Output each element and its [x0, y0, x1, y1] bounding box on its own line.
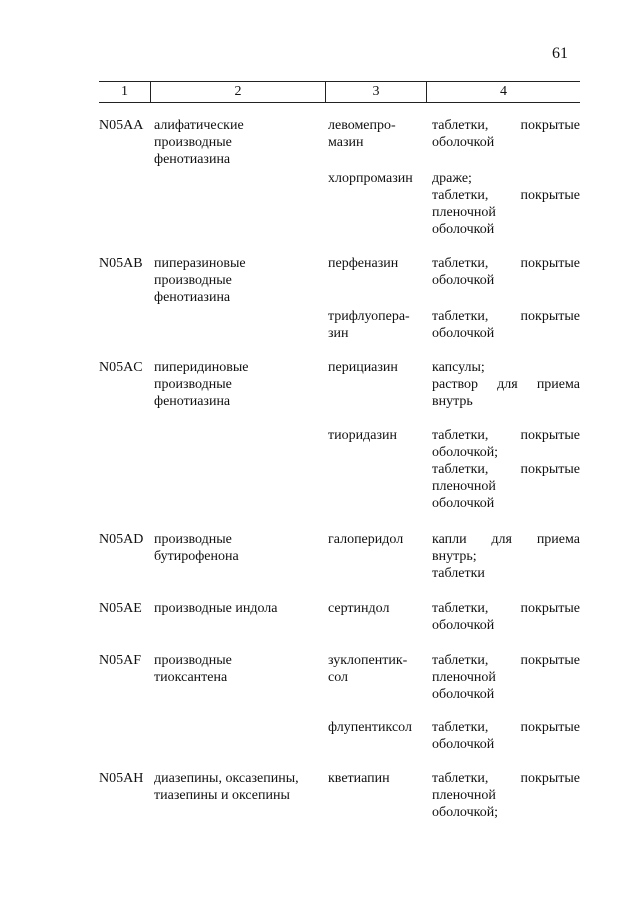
dosage-form-line	[432, 427, 580, 444]
dosage-form	[432, 531, 580, 582]
dosage-form	[432, 308, 580, 342]
atc-code: N05AD	[99, 532, 144, 547]
dosage-form-word: таблетки,	[432, 256, 489, 271]
pharmacological-group: пиперидиновые производные фенотиазина	[154, 360, 249, 409]
dosage-form-line: оболочкой	[432, 135, 495, 150]
dosage-form-line	[432, 770, 580, 787]
dosage-form-line: оболочкой;	[432, 805, 499, 820]
pharmacological-group: производные индола	[154, 601, 278, 616]
dosage-form-word: таблетки,	[432, 188, 489, 203]
dosage-form-word: покрытые	[520, 720, 580, 735]
dosage-form-line: оболочкой	[432, 687, 495, 702]
dosage-form	[432, 117, 580, 151]
atc-code: N05AE	[99, 601, 142, 616]
dosage-form-line: пленочной	[432, 670, 496, 685]
dosage-form-word: для	[497, 377, 518, 392]
drug-name: зуклопентик- сол	[328, 653, 408, 685]
dosage-form-line: внутрь;	[432, 549, 477, 564]
dosage-form-line: оболочкой	[432, 326, 495, 341]
dosage-form	[432, 652, 580, 703]
dosage-form-line: внутрь	[432, 394, 473, 409]
table-header	[99, 81, 580, 103]
drug-name: перициазин	[328, 360, 398, 375]
dosage-form-line: пленочной	[432, 788, 496, 803]
dosage-form-word: раствор	[432, 377, 479, 392]
dosage-form-word: таблетки,	[432, 653, 489, 668]
pharmacological-group: пиперазиновые производные фенотиазина	[154, 256, 246, 305]
dosage-form-line: оболочкой	[432, 618, 495, 633]
dosage-form	[432, 600, 580, 634]
dosage-form-word: покрытые	[520, 653, 580, 668]
atc-code: N05AA	[99, 118, 144, 133]
dosage-form-word: покрытые	[520, 462, 580, 477]
dosage-form-word: таблетки,	[432, 771, 489, 786]
dosage-form-word: таблетки,	[432, 720, 489, 735]
header-col-3: 3	[326, 82, 427, 102]
drug-name: сертиндол	[328, 601, 390, 616]
dosage-form-line	[432, 461, 580, 478]
drug-name: флупентиксол	[328, 720, 412, 735]
dosage-form-line	[432, 600, 580, 617]
drug-name: тиоридазин	[328, 428, 397, 443]
dosage-form-line	[432, 117, 580, 134]
dosage-form-line	[432, 255, 580, 272]
header-col-4: 4	[500, 84, 507, 99]
dosage-form-line	[432, 308, 580, 325]
drug-name: перфеназин	[328, 256, 399, 271]
dosage-form-word: покрытые	[520, 118, 580, 133]
dosage-form-line: пленочной	[432, 205, 496, 220]
dosage-form-word: покрытые	[520, 188, 580, 203]
dosage-form-word: таблетки,	[432, 118, 489, 133]
dosage-form-word: покрытые	[520, 428, 580, 443]
atc-code: N05AC	[99, 360, 143, 375]
dosage-form	[432, 770, 580, 821]
dosage-form-line	[432, 652, 580, 669]
dosage-form-word: таблетки,	[432, 309, 489, 324]
dosage-form-line	[432, 376, 580, 393]
dosage-form-word: таблетки,	[432, 462, 489, 477]
drug-name: кветиапин	[328, 771, 390, 786]
header-col-2: 2	[151, 82, 326, 102]
pharmacological-group: алифатические производные фенотиазина	[154, 118, 244, 167]
dosage-form	[432, 170, 580, 238]
dosage-form-word: таблетки,	[432, 601, 489, 616]
dosage-form-line: оболочкой	[432, 222, 495, 237]
drug-name: галоперидол	[328, 532, 404, 547]
pharmacological-group: диазепины, оксазепины, тиазепины и оксепины	[154, 771, 299, 803]
atc-code: N05AH	[99, 771, 144, 786]
dosage-form-line: пленочной	[432, 479, 496, 494]
pharmacological-group: производные тиоксантена	[154, 653, 232, 685]
drug-name: левомепро- мазин	[328, 118, 396, 150]
dosage-form-line: капсулы;	[432, 360, 485, 375]
dosage-form-line: драже;	[432, 171, 472, 186]
drug-name: трифлуопера- зин	[328, 309, 410, 341]
drug-name: хлорпромазин	[328, 171, 413, 186]
dosage-form-word: покрытые	[520, 771, 580, 786]
dosage-form-line: таблетки	[432, 566, 485, 581]
dosage-form	[432, 255, 580, 289]
dosage-form-word: приема	[536, 377, 580, 392]
dosage-form-word: покрытые	[520, 256, 580, 271]
dosage-form-line: оболочкой	[432, 273, 495, 288]
header-col-1: 1	[99, 82, 151, 102]
dosage-form-word: для	[491, 532, 512, 547]
dosage-form-word: покрытые	[520, 601, 580, 616]
dosage-form	[432, 719, 580, 753]
dosage-form-word: таблетки,	[432, 428, 489, 443]
page-number: 61	[552, 45, 568, 62]
pharmacological-group: производные бутирофенона	[154, 532, 239, 564]
dosage-form	[432, 427, 580, 512]
dosage-form-word: покрытые	[520, 309, 580, 324]
dosage-form-line: оболочкой;	[432, 445, 499, 460]
dosage-form-line: оболочкой	[432, 737, 495, 752]
atc-code: N05AF	[99, 653, 142, 668]
dosage-form	[432, 359, 580, 410]
atc-code: N05AB	[99, 256, 143, 271]
dosage-form-line: оболочкой	[432, 496, 495, 511]
dosage-form-line	[432, 719, 580, 736]
dosage-form-word: приема	[536, 532, 580, 547]
dosage-form-line	[432, 187, 580, 204]
dosage-form-word: капли	[432, 532, 467, 547]
dosage-form-line	[432, 531, 580, 548]
